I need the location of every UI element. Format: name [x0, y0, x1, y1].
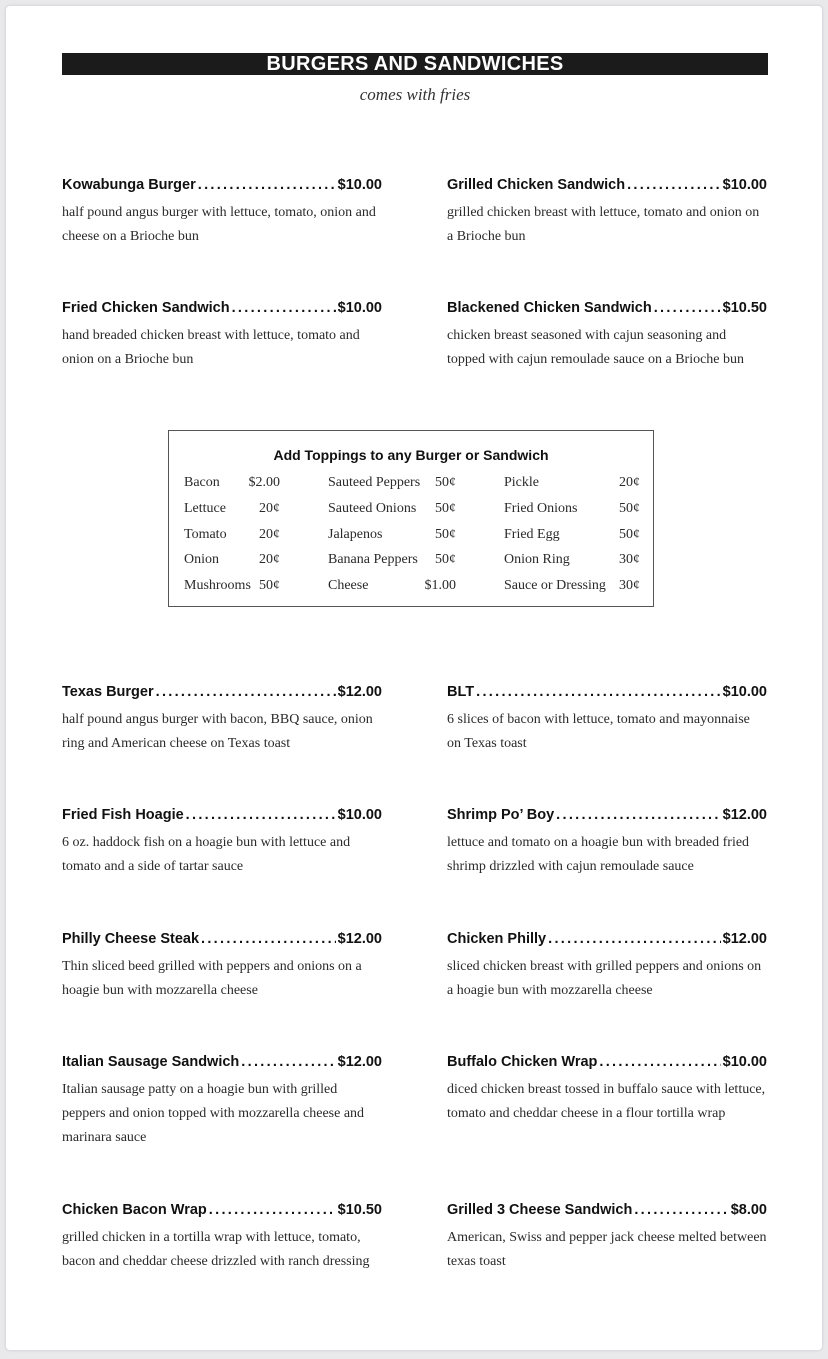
menu-item	[447, 1202, 767, 1274]
topping-price: 50¢	[435, 552, 456, 568]
leader-dots	[548, 931, 721, 947]
item-description: diced chicken breast tossed in buffalo sauce with lettuce, tomato and cheddar cheese in a flour tortilla wrap	[447, 1082, 766, 1121]
item-price: $10.00	[337, 300, 382, 316]
menu-item	[447, 177, 767, 249]
topping-name: Sauteed Onions	[328, 500, 417, 516]
menu-item	[62, 684, 382, 756]
section-subtitle: comes with fries	[359, 85, 471, 104]
topping-name: Mushrooms	[184, 578, 251, 594]
toppings-column	[504, 475, 640, 604]
leader-dots	[634, 1202, 728, 1218]
leader-dots	[654, 300, 721, 316]
item-description: half pound angus burger with bacon, BBQ sauce, onion ring and American cheese on Texas toast	[62, 712, 373, 751]
topping-name: Jalapenos	[328, 526, 383, 542]
topping-name: Onion Ring	[504, 552, 570, 568]
topping-name: Banana Peppers	[328, 552, 418, 568]
item-price: $12.00	[337, 684, 382, 700]
item-price: $12.00	[337, 931, 382, 947]
topping-name: Lettuce	[184, 500, 226, 516]
item-price: $10.00	[337, 807, 382, 823]
item-price: $10.50	[722, 300, 767, 316]
topping-name: Onion	[184, 552, 219, 568]
item-name: Shrimp Po’ Boy	[447, 807, 555, 823]
topping-price: 20¢	[259, 526, 280, 542]
section-title: BURGERS AND SANDWICHES	[62, 53, 768, 75]
menu-page	[6, 6, 822, 1350]
topping-row	[184, 527, 280, 553]
item-name: Italian Sausage Sandwich	[62, 1054, 240, 1070]
topping-price: 50¢	[435, 500, 456, 516]
topping-price: 50¢	[619, 500, 640, 516]
leader-dots	[186, 807, 336, 823]
item-description: 6 oz. haddock fish on a hoagie bun with lettuce and tomato and a side of tartar sauce	[62, 835, 351, 874]
menu-item	[62, 177, 382, 249]
topping-row	[328, 578, 456, 604]
leader-dots	[241, 1054, 335, 1070]
topping-name: Fried Onions	[504, 500, 578, 516]
leader-dots	[556, 807, 720, 823]
topping-price: 20¢	[259, 500, 280, 516]
item-name: Philly Cheese Steak	[62, 931, 200, 947]
leader-dots	[156, 684, 336, 700]
item-price: $10.00	[722, 1054, 767, 1070]
menu-item	[62, 931, 382, 1003]
item-description: grilled chicken in a tortilla wrap with lettuce, tomato, bacon and cheddar cheese drizzled with ranch dressing	[62, 1230, 370, 1269]
item-description: 6 slices of bacon with lettuce, tomato and mayonnaise on Texas toast	[447, 712, 750, 751]
topping-row	[328, 475, 456, 501]
item-description: grilled chicken breast with lettuce, tomato and onion on a Brioche bun	[447, 205, 760, 244]
item-name: Blackened Chicken Sandwich	[447, 300, 652, 316]
topping-row	[504, 527, 640, 553]
topping-price: 50¢	[435, 475, 456, 490]
topping-name: Sauteed Peppers	[328, 475, 421, 490]
item-name: BLT	[447, 684, 475, 700]
leader-dots	[476, 684, 721, 700]
topping-name: Tomato	[184, 526, 227, 542]
topping-price: $1.00	[424, 578, 456, 594]
item-name: Kowabunga Burger	[62, 177, 196, 193]
topping-price: 50¢	[619, 526, 640, 542]
topping-price: 50¢	[435, 526, 456, 542]
toppings-column	[328, 475, 456, 604]
item-price: $12.00	[337, 1054, 382, 1070]
item-description: Thin sliced beed grilled with peppers and onions on a hoagie bun with mozzarella cheese	[62, 959, 362, 998]
topping-price: 20¢	[619, 475, 640, 490]
toppings-title: Add Toppings to any Burger or Sandwich	[273, 447, 549, 463]
menu-item	[62, 1202, 382, 1274]
topping-row	[504, 552, 640, 578]
item-price: $12.00	[722, 807, 767, 823]
menu-item	[62, 807, 382, 879]
item-price: $8.00	[730, 1202, 767, 1218]
topping-name: Sauce or Dressing	[504, 578, 606, 594]
topping-row	[184, 501, 280, 527]
toppings-column	[184, 475, 280, 604]
item-price: $10.00	[337, 177, 382, 193]
topping-row	[184, 578, 280, 604]
topping-row	[328, 552, 456, 578]
menu-item	[447, 807, 767, 879]
item-name: Buffalo Chicken Wrap	[447, 1054, 598, 1070]
item-name: Chicken Bacon Wrap	[62, 1202, 207, 1218]
topping-price: 50¢	[259, 578, 280, 594]
item-name: Texas Burger	[62, 684, 154, 700]
leader-dots	[198, 177, 336, 193]
item-description: chicken breast seasoned with cajun seasoning and topped with cajun remoulade sauce on a Brioche bun	[447, 328, 745, 367]
item-name: Grilled 3 Cheese Sandwich	[447, 1202, 633, 1218]
leader-dots	[232, 300, 336, 316]
topping-price: 30¢	[619, 578, 640, 594]
leader-dots	[201, 931, 336, 947]
item-name: Chicken Philly	[447, 931, 547, 947]
topping-row	[184, 552, 280, 578]
item-price: $10.00	[722, 684, 767, 700]
leader-dots	[209, 1202, 336, 1218]
leader-dots	[599, 1054, 720, 1070]
topping-row	[184, 475, 280, 501]
topping-name: Pickle	[504, 475, 539, 490]
item-description: hand breaded chicken breast with lettuce, tomato and onion on a Brioche bun	[62, 328, 360, 367]
topping-name: Fried Egg	[504, 526, 560, 542]
item-description: lettuce and tomato on a hoagie bun with breaded fried shrimp drizzled with cajun remoulade sauce	[447, 835, 750, 874]
item-description: sliced chicken breast with grilled peppers and onions on a hoagie bun with mozzarella cheese	[447, 959, 762, 998]
item-price: $12.00	[722, 931, 767, 947]
topping-price: 20¢	[259, 552, 280, 568]
item-name: Fried Chicken Sandwich	[62, 300, 230, 316]
menu-item	[447, 300, 767, 372]
topping-name: Bacon	[184, 475, 220, 490]
menu-item	[447, 684, 767, 756]
topping-price: $2.00	[248, 475, 280, 490]
topping-row	[504, 578, 640, 604]
item-name: Grilled Chicken Sandwich	[447, 177, 626, 193]
menu-item	[62, 300, 382, 372]
menu-item	[62, 1054, 382, 1150]
toppings-box	[168, 430, 654, 607]
item-description: American, Swiss and pepper jack cheese melted between texas toast	[447, 1230, 767, 1269]
item-price: $10.50	[337, 1202, 382, 1218]
menu-item	[447, 1054, 767, 1126]
item-description: Italian sausage patty on a hoagie bun with grilled peppers and onion topped with mozzarella cheese and marinara sauce	[62, 1082, 365, 1145]
topping-row	[328, 527, 456, 553]
item-description: half pound angus burger with lettuce, tomato, onion and cheese on a Brioche bun	[62, 205, 376, 244]
topping-row	[504, 475, 640, 501]
topping-row	[504, 501, 640, 527]
menu-item	[447, 931, 767, 1003]
topping-name: Cheese	[328, 578, 369, 594]
item-name: Fried Fish Hoagie	[62, 807, 184, 823]
leader-dots	[627, 177, 721, 193]
topping-row	[328, 501, 456, 527]
item-price: $10.00	[722, 177, 767, 193]
topping-price: 30¢	[619, 552, 640, 568]
